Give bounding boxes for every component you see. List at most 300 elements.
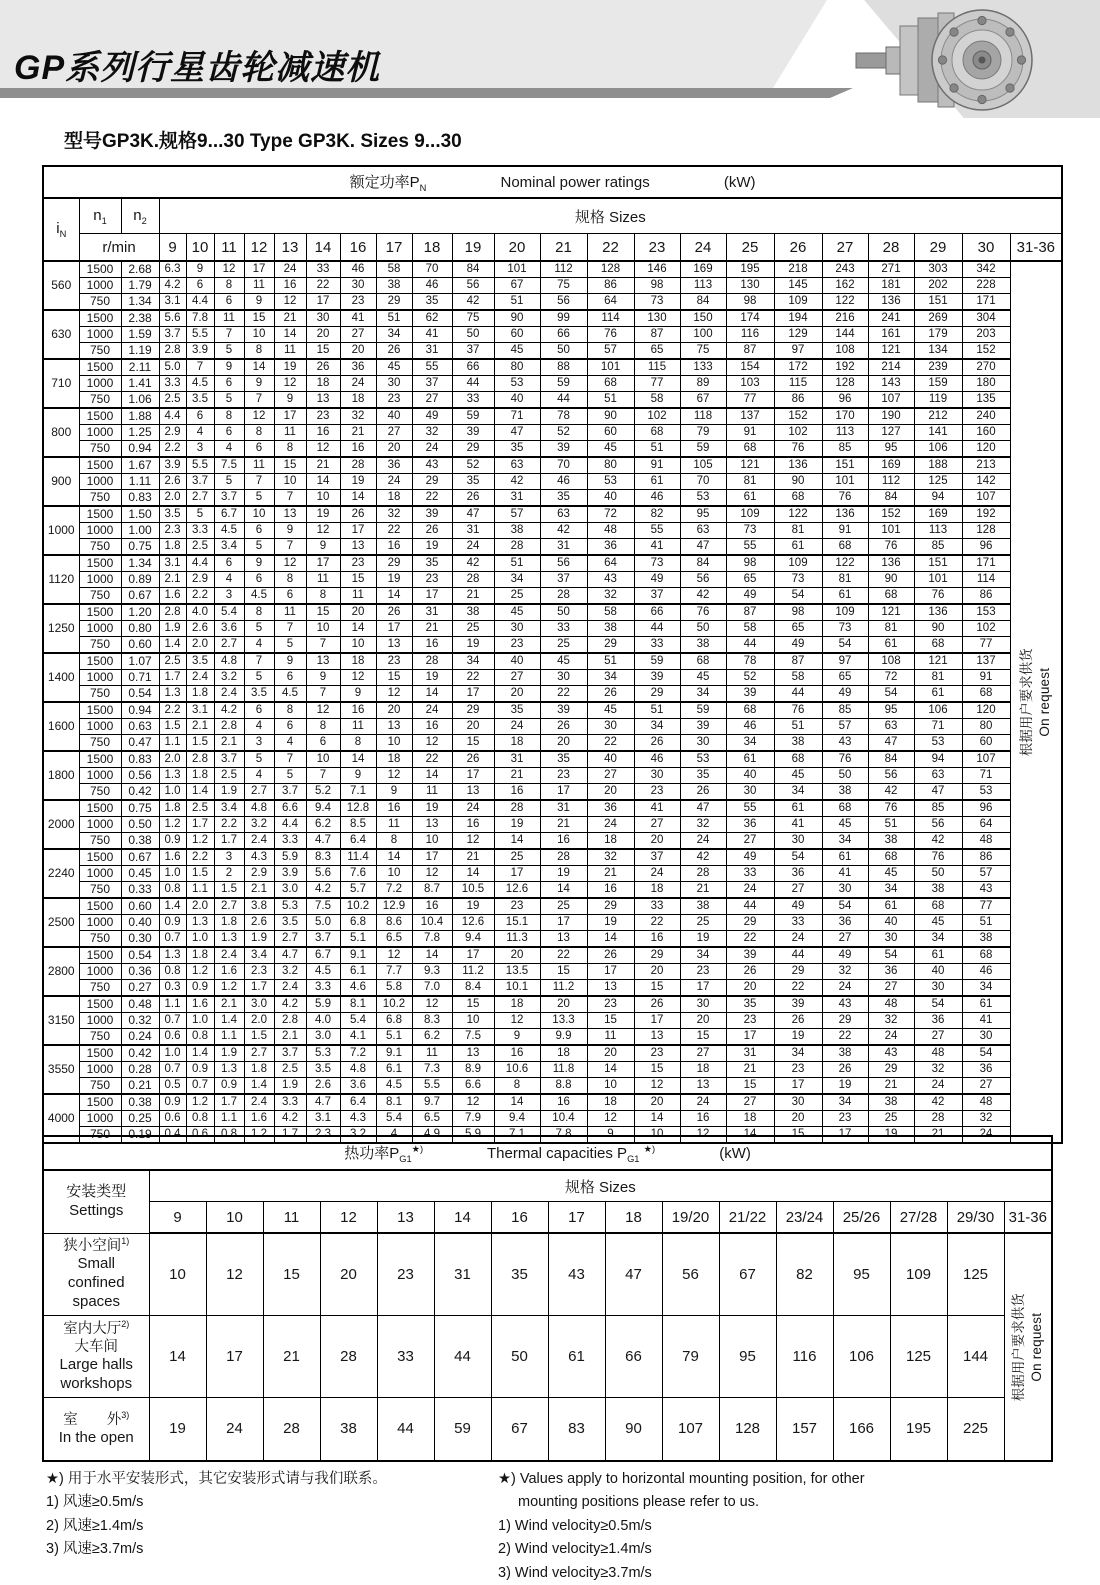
power-rating-value: 20 <box>376 702 412 719</box>
thermal-capacity-value: 107 <box>662 1397 719 1461</box>
power-rating-value: 61 <box>726 751 774 768</box>
power-rating-value: 108 <box>822 343 868 360</box>
power-rating-value: 7.3 <box>412 1062 452 1078</box>
power-rating-value: 28 <box>412 653 452 670</box>
ratio-label: 3150 <box>43 996 79 1045</box>
power-rating-value: 5 <box>244 751 274 768</box>
power-rating-value: 8.6 <box>376 915 412 931</box>
power-rating-value: 24 <box>452 800 494 817</box>
power-rating-value: 94 <box>914 751 962 768</box>
power-rating-value: 36 <box>587 800 634 817</box>
power-rating-value: 3.2 <box>244 817 274 833</box>
n1-speed-value: 1000 <box>79 425 121 441</box>
power-rating-value: 4.5 <box>376 1078 412 1095</box>
power-rating-value: 4.1 <box>340 1029 376 1046</box>
power-rating-value: 53 <box>494 376 540 392</box>
power-rating-value: 21 <box>540 817 587 833</box>
power-rating-value: 20 <box>587 784 634 801</box>
power-rating-value: 44 <box>540 392 587 409</box>
power-rating-value: 2.6 <box>159 474 186 490</box>
ratio-label: 1000 <box>43 506 79 555</box>
power-rating-value: 68 <box>914 898 962 915</box>
power-rating-value: 47 <box>680 800 726 817</box>
power-rating-value: 11 <box>244 278 274 294</box>
size-column-header: 10 <box>186 234 214 262</box>
power-rating-value: 19 <box>306 506 340 523</box>
power-rating-value: 100 <box>680 327 726 343</box>
power-rating-value: 29 <box>376 294 412 311</box>
power-rating-value: 28 <box>680 866 726 882</box>
power-rating-value: 84 <box>868 490 914 507</box>
power-rating-value: 2.0 <box>186 637 214 654</box>
power-rating-value: 33 <box>634 637 680 654</box>
power-rating-value: 120 <box>962 702 1010 719</box>
thermal-capacity-value: 66 <box>605 1315 662 1397</box>
n1-speed-value: 1500 <box>79 1045 121 1062</box>
thermal-capacity-value: 82 <box>776 1233 833 1315</box>
thermal-capacities-table <box>42 1135 1053 1462</box>
power-data-row <box>43 490 1062 507</box>
power-rating-value: 28 <box>494 800 540 817</box>
power-rating-value: 46 <box>634 490 680 507</box>
power-rating-value: 2.4 <box>214 947 244 964</box>
power-rating-value: 1.5 <box>159 719 186 735</box>
power-rating-value: 17 <box>726 1029 774 1046</box>
power-rating-value: 14 <box>376 588 412 605</box>
n1-speed-value: 1000 <box>79 964 121 980</box>
power-rating-value: 2.1 <box>214 735 244 752</box>
power-rating-value: 5.4 <box>214 604 244 621</box>
power-rating-value: 240 <box>962 408 1010 425</box>
n2-speed-value: 0.89 <box>121 572 159 588</box>
power-rating-value: 4.5 <box>186 376 214 392</box>
power-rating-value: 45 <box>587 702 634 719</box>
power-rating-value: 2.8 <box>159 604 186 621</box>
power-rating-value: 73 <box>774 572 822 588</box>
power-rating-value: 25 <box>540 637 587 654</box>
power-rating-value: 23 <box>340 555 376 572</box>
power-rating-value: 9 <box>244 555 274 572</box>
n1-speed-value: 1500 <box>79 751 121 768</box>
power-rating-value: 29 <box>774 964 822 980</box>
power-rating-value: 42 <box>680 588 726 605</box>
power-rating-value: 16 <box>340 702 376 719</box>
power-rating-value: 21 <box>340 425 376 441</box>
power-rating-value: 11 <box>306 572 340 588</box>
power-rating-value: 2.1 <box>244 882 274 899</box>
power-rating-value: 39 <box>540 441 587 458</box>
n1-speed-value: 1000 <box>79 327 121 343</box>
power-rating-value: 10 <box>306 751 340 768</box>
power-rating-value: 12 <box>376 947 412 964</box>
power-rating-value: 49 <box>774 898 822 915</box>
power-rating-value: 46 <box>962 964 1010 980</box>
power-rating-value: 172 <box>774 359 822 376</box>
power-rating-value: 64 <box>962 817 1010 833</box>
power-rating-value: 80 <box>587 457 634 474</box>
on-request-text <box>1010 1293 1046 1401</box>
power-rating-value: 1.2 <box>186 1094 214 1111</box>
power-rating-value: 6 <box>214 425 244 441</box>
n1-speed-value: 1500 <box>79 604 121 621</box>
thermal-capacity-value: 50 <box>491 1315 548 1397</box>
power-rating-value: 34 <box>822 1094 868 1111</box>
n2-speed-value: 0.67 <box>121 849 159 866</box>
power-rating-value: 39 <box>726 686 774 703</box>
power-rating-value: 24 <box>412 441 452 458</box>
power-rating-value: 7.6 <box>340 866 376 882</box>
power-rating-value: 54 <box>868 686 914 703</box>
power-rating-value: 3.0 <box>274 882 306 899</box>
power-rating-value: 30 <box>306 310 340 327</box>
power-rating-value: 12 <box>214 261 244 278</box>
power-rating-value: 8.4 <box>452 980 494 997</box>
power-rating-value: 3.2 <box>214 670 244 686</box>
power-rating-value: 37 <box>412 376 452 392</box>
power-rating-value: 4.4 <box>186 294 214 311</box>
n2-speed-value: 0.75 <box>121 800 159 817</box>
power-rating-value: 46 <box>634 751 680 768</box>
power-rating-value: 1.0 <box>159 866 186 882</box>
ratio-label: 2500 <box>43 898 79 947</box>
power-rating-value: 22 <box>587 735 634 752</box>
power-rating-value: 8 <box>306 588 340 605</box>
power-rating-value: 59 <box>634 653 680 670</box>
power-rating-value: 17 <box>412 588 452 605</box>
power-rating-value: 54 <box>962 1045 1010 1062</box>
power-rating-value: 16 <box>540 1094 587 1111</box>
power-rating-value: 56 <box>868 768 914 784</box>
ratio-label: 900 <box>43 457 79 506</box>
power-rating-value: 6.2 <box>412 1029 452 1046</box>
power-rating-value: 7 <box>186 359 214 376</box>
thermal-data-row <box>43 1315 1052 1397</box>
power-rating-value: 61 <box>726 490 774 507</box>
power-rating-value: 98 <box>634 278 680 294</box>
power-rating-value: 18 <box>587 833 634 850</box>
power-rating-value: 27 <box>868 980 914 997</box>
power-data-row <box>43 768 1062 784</box>
power-rating-value: 216 <box>822 310 868 327</box>
power-rating-value: 2.7 <box>274 931 306 948</box>
power-rating-value: 65 <box>634 343 680 360</box>
n2-speed-value: 0.47 <box>121 735 159 752</box>
thermal-capacity-value: 43 <box>548 1233 605 1315</box>
power-rating-value: 14 <box>587 931 634 948</box>
n2-speed-value: 0.28 <box>121 1062 159 1078</box>
n2-speed-value: 1.88 <box>121 408 159 425</box>
power-rating-value: 1.9 <box>159 621 186 637</box>
size-column-header: 23 <box>634 234 680 262</box>
power-rating-value: 2.7 <box>244 784 274 801</box>
power-rating-value: 7.8 <box>540 1127 587 1144</box>
power-rating-value: 75 <box>452 310 494 327</box>
ratio-label: 1250 <box>43 604 79 653</box>
power-rating-value: 77 <box>962 637 1010 654</box>
power-rating-value: 35 <box>452 474 494 490</box>
power-rating-value: 2.9 <box>186 572 214 588</box>
power-rating-value: 58 <box>634 392 680 409</box>
power-data-row <box>43 294 1062 311</box>
n1-speed-value: 1000 <box>79 523 121 539</box>
power-rating-value: 34 <box>376 327 412 343</box>
power-rating-value: 0.8 <box>159 882 186 899</box>
power-rating-value: 102 <box>962 621 1010 637</box>
power-rating-value: 2.2 <box>159 441 186 458</box>
power-rating-value: 2.7 <box>214 637 244 654</box>
power-rating-value: 3.9 <box>159 457 186 474</box>
power-rating-value: 62 <box>412 310 452 327</box>
power-rating-value: 29 <box>726 915 774 931</box>
power-data-row <box>43 278 1062 294</box>
power-rating-value: 14 <box>634 1111 680 1127</box>
power-rating-value: 3.5 <box>274 915 306 931</box>
power-rating-value: 15 <box>306 604 340 621</box>
power-data-row <box>43 1111 1062 1127</box>
power-rating-value: 16 <box>634 931 680 948</box>
power-rating-value: 144 <box>822 327 868 343</box>
power-rating-value: 30 <box>376 376 412 392</box>
power-rating-value: 151 <box>822 457 868 474</box>
power-rating-value: 36 <box>340 359 376 376</box>
power-rating-value: 19 <box>822 1078 868 1095</box>
power-rating-value: 14 <box>494 1094 540 1111</box>
n2-speed-value: 0.80 <box>121 621 159 637</box>
power-rating-value: 2.6 <box>186 621 214 637</box>
power-data-row <box>43 1029 1062 1046</box>
n2-speed-value: 1.06 <box>121 392 159 409</box>
power-rating-value: 8 <box>244 604 274 621</box>
power-rating-value: 49 <box>774 637 822 654</box>
power-rating-value: 24 <box>774 931 822 948</box>
power-rating-value: 58 <box>774 670 822 686</box>
power-rating-value: 27 <box>726 833 774 850</box>
power-rating-value: 36 <box>962 1062 1010 1078</box>
thermal-capacity-value: 106 <box>833 1315 890 1397</box>
power-rating-value: 3.3 <box>186 523 214 539</box>
power-rating-value: 154 <box>726 359 774 376</box>
power-rating-value: 25 <box>494 588 540 605</box>
power-rating-value: 7 <box>244 653 274 670</box>
power-rating-value: 4 <box>214 572 244 588</box>
power-rating-value: 38 <box>868 833 914 850</box>
power-rating-value: 4.0 <box>306 1013 340 1029</box>
size-column-header: 17 <box>376 234 412 262</box>
thermal-table-title <box>43 1136 1052 1170</box>
power-rating-value: 15 <box>634 1062 680 1078</box>
power-rating-value: 18 <box>587 1094 634 1111</box>
n2-speed-value: 0.42 <box>121 1045 159 1062</box>
power-rating-value: 8 <box>274 572 306 588</box>
power-rating-value: 54 <box>822 637 868 654</box>
thermal-capacity-value: 83 <box>548 1397 605 1461</box>
power-rating-value: 20 <box>340 343 376 360</box>
power-rating-value: 9 <box>306 539 340 556</box>
power-rating-value: 23 <box>822 1111 868 1127</box>
power-rating-value: 19 <box>412 670 452 686</box>
power-rating-value: 54 <box>914 996 962 1013</box>
power-rating-value: 9 <box>306 670 340 686</box>
n2-speed-value: 0.67 <box>121 588 159 605</box>
power-rating-value: 9 <box>186 261 214 278</box>
thermal-size-column-header: 27/28 <box>890 1202 947 1234</box>
power-rating-value: 68 <box>868 588 914 605</box>
thermal-capacity-value: 12 <box>206 1233 263 1315</box>
power-rating-value: 22 <box>376 523 412 539</box>
power-rating-value: 36 <box>726 817 774 833</box>
power-rating-value: 97 <box>822 653 868 670</box>
power-rating-value: 128 <box>962 523 1010 539</box>
power-rating-value: 11.8 <box>540 1062 587 1078</box>
power-data-row <box>43 376 1062 392</box>
thermal-title-unit: (kW) <box>719 1145 751 1162</box>
power-rating-value: 20 <box>634 833 680 850</box>
power-rating-value: 42 <box>494 474 540 490</box>
power-data-row <box>43 670 1062 686</box>
power-rating-value: 26 <box>680 784 726 801</box>
power-rating-value: 7.5 <box>452 1029 494 1046</box>
power-rating-value: 53 <box>914 735 962 752</box>
power-rating-value: 11 <box>244 457 274 474</box>
power-rating-value: 41 <box>774 817 822 833</box>
power-rating-value: 9 <box>274 523 306 539</box>
power-rating-value: 76 <box>868 800 914 817</box>
power-rating-value: 68 <box>822 539 868 556</box>
power-rating-value: 23 <box>494 898 540 915</box>
power-rating-value: 9 <box>340 768 376 784</box>
power-rating-value: 24 <box>274 261 306 278</box>
power-rating-value: 2.7 <box>186 490 214 507</box>
thermal-capacity-value: 95 <box>833 1233 890 1315</box>
power-data-row <box>43 784 1062 801</box>
power-rating-value: 16 <box>587 882 634 899</box>
n2-speed-value: 1.67 <box>121 457 159 474</box>
power-rating-value: 33 <box>634 898 680 915</box>
power-rating-value: 68 <box>962 947 1010 964</box>
size-column-header: 25 <box>726 234 774 262</box>
power-rating-value: 121 <box>868 604 914 621</box>
power-rating-value: 17 <box>274 408 306 425</box>
footnote-line: mounting positions please refer to us. <box>518 1494 759 1511</box>
power-rating-value: 304 <box>962 310 1010 327</box>
power-rating-value: 12 <box>412 996 452 1013</box>
power-rating-value: 21 <box>868 1078 914 1095</box>
power-rating-value: 75 <box>680 343 726 360</box>
power-data-row <box>43 555 1062 572</box>
ratio-label: 1400 <box>43 653 79 702</box>
thermal-size-column-header: 14 <box>434 1202 491 1234</box>
thermal-capacity-value: 95 <box>719 1315 776 1397</box>
power-rating-value: 38 <box>868 1094 914 1111</box>
power-rating-value: 70 <box>540 457 587 474</box>
power-data-row <box>43 327 1062 343</box>
power-rating-value: 9 <box>274 653 306 670</box>
power-rating-value: 10.2 <box>340 898 376 915</box>
power-rating-value: 18 <box>634 882 680 899</box>
power-rating-value: 10.5 <box>452 882 494 899</box>
power-rating-value: 2.6 <box>306 1078 340 1095</box>
power-rating-value: 95 <box>680 506 726 523</box>
power-rating-value: 31 <box>540 800 587 817</box>
power-rating-value: 1.4 <box>186 1045 214 1062</box>
power-rating-value: 73 <box>634 555 680 572</box>
sizes-group-header: 规格 Sizes <box>159 198 1062 234</box>
power-rating-value: 3.3 <box>306 980 340 997</box>
power-rating-value: 1.7 <box>214 1094 244 1111</box>
power-rating-value: 13 <box>452 1045 494 1062</box>
power-rating-value: 5.5 <box>186 327 214 343</box>
power-rating-value: 30 <box>634 768 680 784</box>
power-data-row <box>43 1078 1062 1095</box>
thermal-size-column-header-31-36: 31-36 <box>1004 1202 1052 1234</box>
power-rating-value: 17 <box>244 261 274 278</box>
power-rating-value: 6 <box>274 719 306 735</box>
power-rating-value: 109 <box>774 294 822 311</box>
power-rating-value: 80 <box>962 719 1010 735</box>
n1-speed-value: 1500 <box>79 996 121 1013</box>
power-rating-value: 84 <box>452 261 494 278</box>
power-rating-value: 16 <box>680 1111 726 1127</box>
power-rating-value: 40 <box>587 751 634 768</box>
power-rating-value: 1.4 <box>159 637 186 654</box>
power-rating-value: 114 <box>962 572 1010 588</box>
power-rating-value: 13 <box>412 817 452 833</box>
power-rating-value: 44 <box>726 898 774 915</box>
power-rating-value: 19 <box>494 817 540 833</box>
ratio-label: 800 <box>43 408 79 457</box>
power-rating-value: 2.5 <box>274 1062 306 1078</box>
power-rating-value: 2.3 <box>306 1127 340 1144</box>
power-rating-value: 13 <box>274 506 306 523</box>
footnote-line: ★) 用于水平安装形式，其它安装形式请与我们联系。 <box>46 1471 387 1487</box>
power-rating-value: 40 <box>726 768 774 784</box>
power-rating-value: 8.3 <box>412 1013 452 1029</box>
power-rating-value: 17 <box>540 915 587 931</box>
power-rating-value: 37 <box>634 849 680 866</box>
power-rating-value: 13 <box>376 719 412 735</box>
power-data-row <box>43 898 1062 915</box>
power-rating-value: 5.5 <box>412 1078 452 1095</box>
power-rating-value: 136 <box>868 555 914 572</box>
n2-speed-value: 0.48 <box>121 996 159 1013</box>
n2-speed-value: 0.54 <box>121 947 159 964</box>
power-rating-value: 59 <box>680 702 726 719</box>
setting-label-en: Small <box>77 1255 115 1273</box>
power-rating-value: 20 <box>340 604 376 621</box>
thermal-capacity-value: 19 <box>149 1397 206 1461</box>
power-rating-value: 35 <box>494 441 540 458</box>
thermal-capacity-value: 44 <box>377 1397 434 1461</box>
power-rating-value: 3.7 <box>306 931 340 948</box>
n2-speed-value: 0.38 <box>121 833 159 850</box>
power-rating-value: 94 <box>914 490 962 507</box>
power-rating-value: 113 <box>680 278 726 294</box>
power-rating-value: 17 <box>540 784 587 801</box>
power-rating-value: 19 <box>868 1127 914 1144</box>
n1-speed-value: 750 <box>79 588 121 605</box>
n1-speed-value: 1500 <box>79 261 121 278</box>
power-rating-value: 9 <box>494 1029 540 1046</box>
power-rating-value: 10 <box>452 1013 494 1029</box>
power-rating-value: 76 <box>680 604 726 621</box>
power-rating-value: 24 <box>822 980 868 997</box>
n1-speed-value: 750 <box>79 784 121 801</box>
power-data-row <box>43 457 1062 474</box>
power-title-row <box>43 166 1062 198</box>
power-data-row <box>43 392 1062 409</box>
power-rating-value: 136 <box>914 604 962 621</box>
power-rating-value: 3.3 <box>274 1094 306 1111</box>
